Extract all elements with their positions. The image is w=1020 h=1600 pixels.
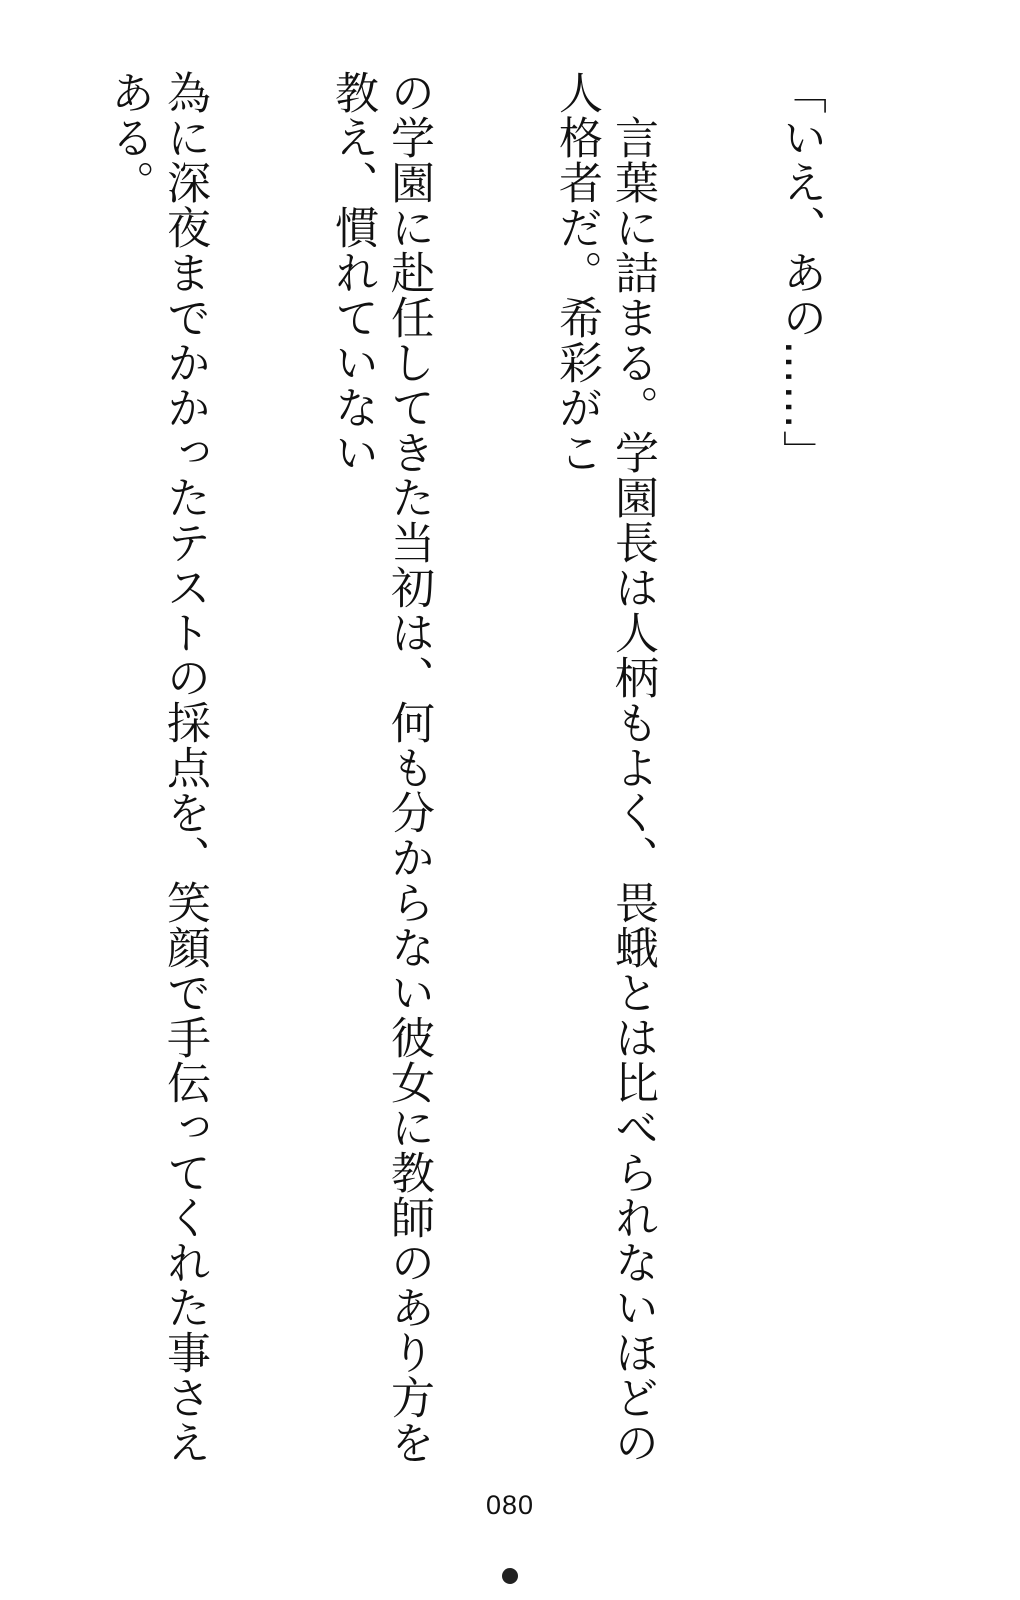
page-number: 080 [485,1490,535,1520]
text-line: 「いえ、あの……」 [775,70,826,475]
page-marker-icon [502,1568,518,1584]
body-text [0,70,940,1480]
text-line: の学園に赴任してきた当初は、何も分からない彼女に教師のあり方を教え、慣れていない [327,70,434,1465]
text-line: 言葉に詰まる。学園長は人柄もよく、畏蛾とは比べられないほどの人格者だ。希彩がこ [551,70,658,1465]
text-line: 為に深夜までかかったテストの採点を、笑顔で手伝ってくれた事さえある。 [103,70,210,1465]
